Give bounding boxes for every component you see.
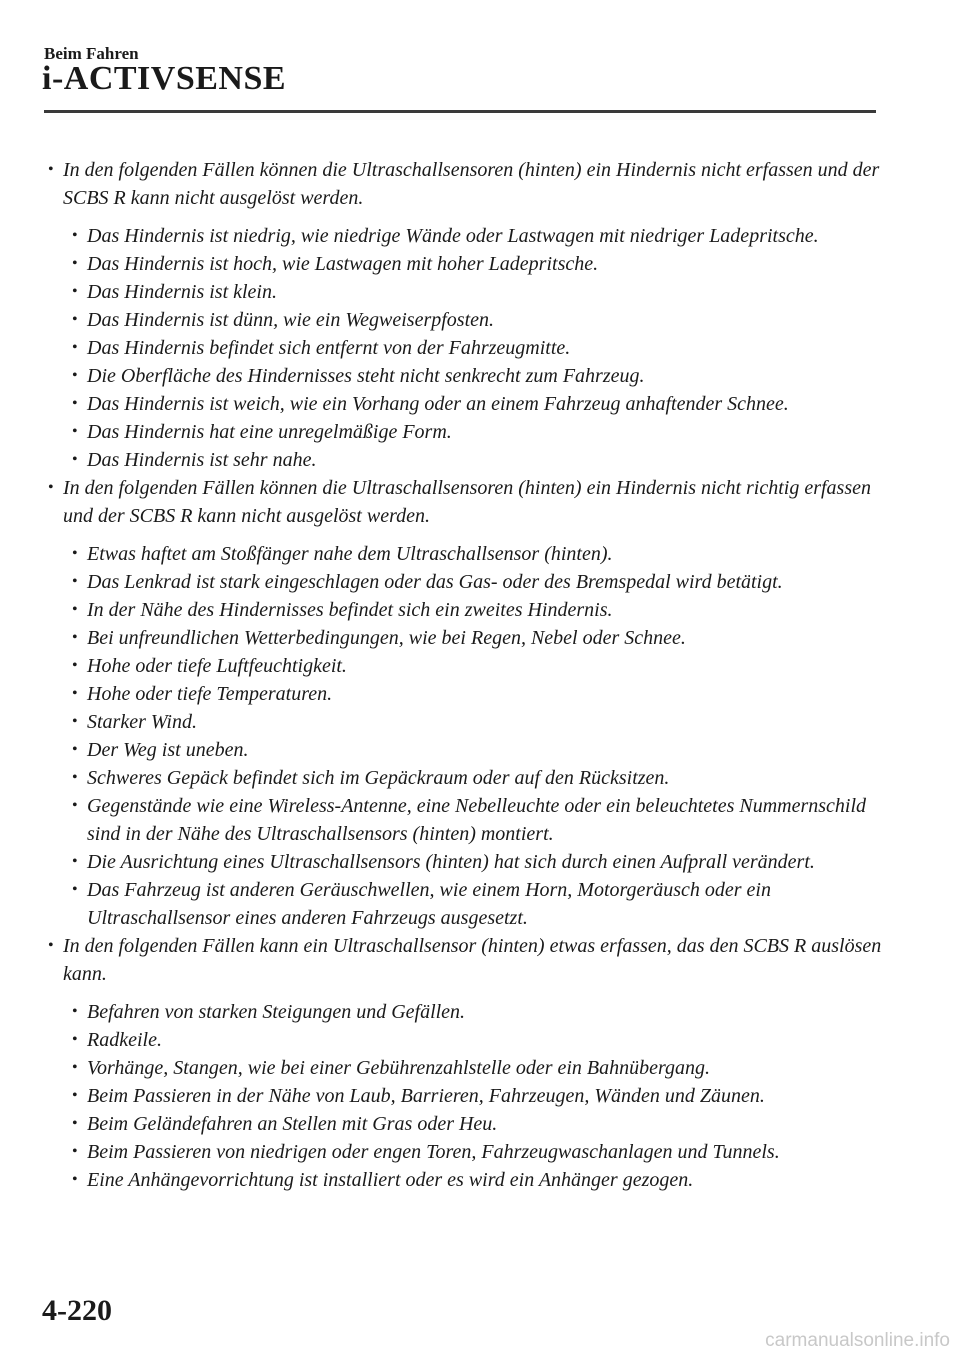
list-item-text: Schweres Gepäck befindet sich im Gepäckraum oder auf den Rücksitzen. bbox=[87, 767, 670, 789]
list-item-text: Befahren von starken Steigungen und Gefällen. bbox=[87, 1001, 466, 1023]
bullet-icon: • bbox=[72, 573, 78, 590]
list-item bbox=[44, 792, 884, 848]
list-item-text: Die Oberfläche des Hindernisses steht nicht senkrecht zum Fahrzeug. bbox=[87, 365, 645, 387]
bullet-icon: • bbox=[72, 769, 78, 786]
list-item-text: Das Hindernis befindet sich entfernt von der Fahrzeugmitte. bbox=[87, 337, 571, 359]
list-item bbox=[44, 1166, 884, 1194]
list-item-text: Vorhänge, Stangen, wie bei einer Gebührenzahlstelle oder ein Bahnübergang. bbox=[87, 1057, 711, 1079]
bullet-icon: • bbox=[72, 657, 78, 674]
list-item bbox=[44, 998, 884, 1026]
bullet-icon: • bbox=[48, 161, 54, 178]
list-item-text: Beim Passieren in der Nähe von Laub, Barrieren, Fahrzeugen, Wänden und Zäunen. bbox=[87, 1085, 765, 1107]
list-item-text: Das Hindernis ist hoch, wie Lastwagen mit hoher Ladepritsche. bbox=[87, 253, 599, 275]
group-intro-text: In den folgenden Fällen können die Ultraschallsensoren (hinten) ein Hindernis nicht erfassen und der SCBS R kann nicht ausgelöst werden. bbox=[63, 159, 880, 209]
list-item bbox=[44, 596, 884, 624]
watermark: carmanualsonline.info bbox=[765, 1330, 950, 1351]
bullet-icon: • bbox=[72, 741, 78, 758]
bullet-icon: • bbox=[72, 395, 78, 412]
bullet-icon: • bbox=[72, 601, 78, 618]
page-number: 4-220 bbox=[42, 1294, 112, 1327]
bullet-icon: • bbox=[72, 1115, 78, 1132]
bullet-icon: • bbox=[72, 713, 78, 730]
bullet-icon: • bbox=[72, 1031, 78, 1048]
bullet-icon: • bbox=[72, 339, 78, 356]
list-item bbox=[44, 736, 884, 764]
list-item bbox=[44, 848, 884, 876]
list-item bbox=[44, 278, 884, 306]
list-item bbox=[44, 540, 884, 568]
list-item bbox=[44, 624, 884, 652]
list-item-text: Der Weg ist uneben. bbox=[87, 739, 249, 761]
list-item-text: Das Hindernis ist sehr nahe. bbox=[87, 449, 317, 471]
list-item-text: Etwas haftet am Stoßfänger nahe dem Ultraschallsensor (hinten). bbox=[87, 543, 613, 565]
bullet-icon: • bbox=[72, 283, 78, 300]
list-item-text: Das Hindernis ist dünn, wie ein Wegweiserpfosten. bbox=[87, 309, 495, 331]
list-item-text: Das Hindernis ist klein. bbox=[87, 281, 277, 303]
list-item-text: In der Nähe des Hindernisses befindet sich ein zweites Hindernis. bbox=[87, 599, 613, 621]
list-item-text: Radkeile. bbox=[87, 1029, 162, 1051]
sub-list bbox=[44, 998, 884, 1194]
list-item bbox=[44, 334, 884, 362]
bullet-icon: • bbox=[48, 479, 54, 496]
list-item bbox=[44, 1110, 884, 1138]
list-item bbox=[44, 680, 884, 708]
group-intro-text: In den folgenden Fällen können die Ultraschallsensoren (hinten) ein Hindernis nicht richtig erfassen und der SCBS R kann nicht ausgelöst werden. bbox=[63, 477, 871, 527]
list-item-text: Das Hindernis ist niedrig, wie niedrige Wände oder Lastwagen mit niedriger Ladepritsche. bbox=[87, 225, 819, 247]
bullet-icon: • bbox=[72, 1087, 78, 1104]
list-item bbox=[44, 1138, 884, 1166]
bullet-icon: • bbox=[72, 311, 78, 328]
list-item-text: Beim Passieren von niedrigen oder engen Toren, Fahrzeugwaschanlagen und Tunnels. bbox=[87, 1141, 780, 1163]
page-title: i-ACTIVSENSE bbox=[42, 60, 287, 97]
condition-group bbox=[44, 156, 884, 474]
list-item bbox=[44, 222, 884, 250]
list-item-text: Hohe oder tiefe Luftfeuchtigkeit. bbox=[87, 655, 347, 677]
list-item bbox=[44, 418, 884, 446]
list-item-text: Das Hindernis hat eine unregelmäßige Form. bbox=[87, 421, 452, 443]
list-item bbox=[44, 306, 884, 334]
list-item-text: Die Ausrichtung eines Ultraschallsensors (hinten) hat sich durch einen Aufprall verändert. bbox=[87, 851, 815, 873]
list-item-text: Das Lenkrad ist stark eingeschlagen oder das Gas- oder des Bremspedal wird betätigt. bbox=[87, 571, 783, 593]
list-item bbox=[44, 390, 884, 418]
header-divider bbox=[44, 110, 876, 113]
list-item-text: Das Fahrzeug ist anderen Geräuschwellen, wie einem Horn, Motorgeräusch oder ein Ultraschallsensor eines anderen Fahrzeugs ausgesetzt. bbox=[87, 879, 771, 929]
bullet-icon: • bbox=[72, 1143, 78, 1160]
list-item bbox=[44, 876, 884, 932]
bullet-icon: • bbox=[72, 1003, 78, 1020]
group-intro-text: In den folgenden Fällen kann ein Ultraschallsensor (hinten) etwas erfassen, das den SCBS R auslösen kann. bbox=[63, 935, 882, 985]
bullet-icon: • bbox=[72, 1171, 78, 1188]
sub-list bbox=[44, 540, 884, 932]
bullet-icon: • bbox=[72, 545, 78, 562]
group-intro bbox=[44, 156, 884, 212]
sub-list bbox=[44, 222, 884, 474]
list-item bbox=[44, 250, 884, 278]
list-item-text: Starker Wind. bbox=[87, 711, 197, 733]
list-item bbox=[44, 764, 884, 792]
list-item bbox=[44, 1026, 884, 1054]
list-item bbox=[44, 652, 884, 680]
list-item bbox=[44, 362, 884, 390]
condition-group bbox=[44, 932, 884, 1194]
list-item bbox=[44, 568, 884, 596]
bullet-icon: • bbox=[48, 937, 54, 954]
bullet-icon: • bbox=[72, 685, 78, 702]
list-item-text: Beim Geländefahren an Stellen mit Gras oder Heu. bbox=[87, 1113, 498, 1135]
list-item bbox=[44, 446, 884, 474]
list-item bbox=[44, 1082, 884, 1110]
bullet-icon: • bbox=[72, 629, 78, 646]
bullet-icon: • bbox=[72, 797, 78, 814]
list-item bbox=[44, 1054, 884, 1082]
bullet-icon: • bbox=[72, 227, 78, 244]
group-intro bbox=[44, 932, 884, 988]
bullet-icon: • bbox=[72, 423, 78, 440]
bullet-icon: • bbox=[72, 853, 78, 870]
condition-group bbox=[44, 474, 884, 932]
bullet-icon: • bbox=[72, 881, 78, 898]
group-intro bbox=[44, 474, 884, 530]
list-item-text: Das Hindernis ist weich, wie ein Vorhang oder an einem Fahrzeug anhaftender Schnee. bbox=[87, 393, 789, 415]
bullet-icon: • bbox=[72, 451, 78, 468]
bullet-icon: • bbox=[72, 1059, 78, 1076]
bullet-icon: • bbox=[72, 255, 78, 272]
section-label: Beim Fahren bbox=[44, 44, 139, 63]
list-item-text: Eine Anhängevorrichtung ist installiert oder es wird ein Anhänger gezogen. bbox=[87, 1169, 694, 1191]
list-item bbox=[44, 708, 884, 736]
bullet-icon: • bbox=[72, 367, 78, 384]
list-item-text: Gegenstände wie eine Wireless-Antenne, eine Nebelleuchte oder ein beleuchtetes Nummernschild sind in der Nähe des Ultraschallsensors (hinten) montiert. bbox=[87, 795, 867, 845]
bullet-list bbox=[44, 156, 884, 1194]
list-item-text: Bei unfreundlichen Wetterbedingungen, wie bei Regen, Nebel oder Schnee. bbox=[87, 627, 686, 649]
list-item-text: Hohe oder tiefe Temperaturen. bbox=[87, 683, 333, 705]
